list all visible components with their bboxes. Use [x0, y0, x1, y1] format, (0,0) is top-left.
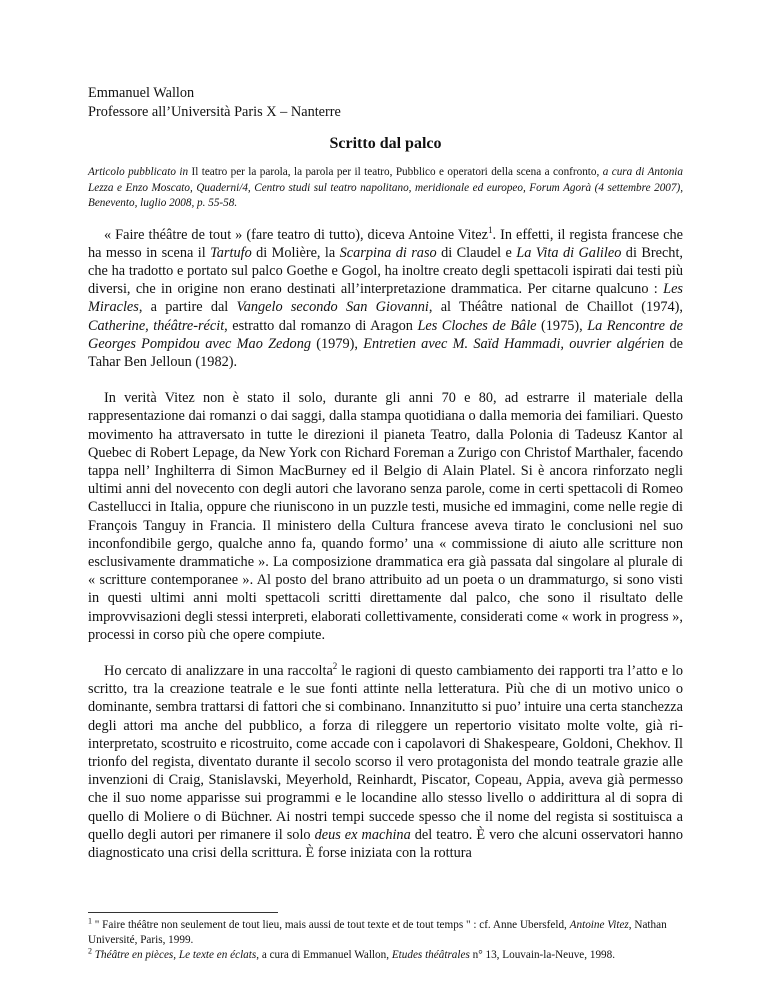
- text-span: , al Théâtre national de Chaillot (1974),: [428, 299, 683, 316]
- publication-note-details: a cura di Antonia Lezza e Enzo Moscato, Quaderni/4, Centro studi sul teatro napolitano, meridionale ed europeo, Forum Agorà (4 settembre 2007), Benevento, luglio 2008, p. 55-58.: [88, 166, 683, 209]
- work-title: Vangelo secondo San Giovanni: [236, 299, 429, 316]
- publication-note-intro: Articolo pubblicato in: [88, 166, 189, 178]
- footnote-2: [88, 948, 683, 963]
- paragraph-3: [88, 662, 683, 862]
- text-span: , estratto dal romanzo di Aragon: [224, 317, 418, 334]
- article-title: Scritto dal palco: [329, 135, 442, 152]
- text-span: « Faire théâtre de tout » (fare teatro di tutto), diceva Antoine Vitez: [104, 226, 488, 243]
- work-title: La Rencontre de Georges Pompidou avec Mao Zedong: [88, 317, 683, 352]
- text-span: , Nathan Université, Paris, 1999.: [88, 919, 667, 946]
- work-title: Scarpina di raso: [339, 244, 437, 261]
- text-span: (1979),: [311, 335, 364, 352]
- paragraph-2: In verità Vitez non è stato il solo, durante gli anni 70 e 80, ad estrarre il materiale della rappresentazione dai romanzi o dai saggi, dalla stampa quotidiana o dalla memoria dei familiari. Questo movimento ha attraversato in tutte le direzioni il pianeta Teatro, dalla Polonia di Tadeusz Kantor al Quebec di Robert Lepage, da New York con Richard Foreman a Zurigo con Christof Marthaler, facendo tappa nell’ Inghilterra di Simon MacBurney ed il Belgio di Alain Platel. Si è ancora rinforzato negli ultimi anni del novecento con degli autori che lavorano senza parole, come in certi spettacoli di Romeo Castellucci in Italia, oppure che riuniscono in un puzzle testi, musiche ed immagini, come nelle regie di François Tanguy in Francia. Il ministero della Cultura francese aveva tirato le conclusioni nel suo inconfondibile gergo, qualche anno fa, quando formo’ una « commissione di aiuto alle scritture non esclusivamente drammatiche ». La composizione drammatica era già passata dal singolare al plurale di « scritture contemporanee ». Al posto del brano attribuito ad un poeta o un drammaturgo, si sono visti in questi ultimi anni molti spettacoli scritti direttamente dal palco, che sono il risultato delle improvvisazioni degli stessi interpreti, elaborati collettivamente, considerati come « work in progress », processi in corso più che opere compiute.: [88, 390, 683, 643]
- text-span: del teatro. È vero che alcuni osservatori hanno diagnosticato una crisi della scrittura. È forse iniziata con la rottura: [88, 826, 683, 861]
- footnote-ref-1: 1: [488, 224, 493, 235]
- footnote-1: [88, 918, 683, 948]
- latin-phrase: deus ex machina: [314, 826, 411, 843]
- text-span: (1975),: [536, 317, 588, 334]
- text-span: , a cura di Emmanuel Wallon,: [256, 949, 392, 961]
- text-span: Ho cercato di analizzare in una raccolta: [104, 662, 333, 679]
- work-title: Etudes théâtrales: [391, 949, 470, 961]
- text-span: di Brecht, che ha tradotto e portato sul palco Goethe e Gogol, ha inoltre creato degli spettacoli ispirati dai testi più diversi, che in origine non erano destinati all’interpretazione drammatica. Per citarne qualcuno :: [88, 244, 684, 298]
- work-title: Tartufo: [210, 244, 252, 261]
- author-name: Emmanuel Wallon: [88, 85, 195, 101]
- work-title: Théâtre en pièces, Le texte en éclats: [94, 949, 257, 961]
- work-title: Antoine Vitez: [569, 919, 629, 931]
- publication-note: [88, 165, 683, 212]
- footnote-number-2: 2: [88, 946, 92, 956]
- publication-note-book-title: Il teatro per la parola, la parola per il teatro, Pubblico e operatori della scena a confronto,: [188, 166, 603, 178]
- text-span: di Claudel e: [436, 244, 517, 261]
- footnotes: [88, 918, 683, 963]
- text-span: " Faire théâtre non seulement de tout lieu, mais aussi de tout texte et de tout temps " : cf. Anne Ubersfeld,: [92, 919, 570, 931]
- work-title: Entretien avec M. Saïd Hammadi, ouvrier algérien: [363, 335, 665, 352]
- text-span: de Tahar Ben Jelloun (1982).: [88, 335, 684, 370]
- footnote-ref-2: 2: [332, 661, 338, 672]
- text-span: . In effetti, il regista francese che ha messo in scena il: [88, 226, 683, 261]
- footnote-divider: [88, 912, 278, 913]
- work-title: Les Miracles: [88, 281, 683, 316]
- footnote-number-1: 1: [88, 916, 92, 926]
- paragraph-1: [88, 226, 683, 372]
- author-affiliation: Professore all’Università Paris X – Nanterre: [88, 103, 341, 120]
- work-title: Les Cloches de Bâle: [417, 317, 537, 334]
- text-span: di Molière, la: [251, 244, 340, 261]
- text-span: le ragioni di questo cambiamento dei rapporti tra l’atto e lo scritto, tra la creazione teatrale e le sue fonti attinte nella letteratura. Più che di un motivo unico o dominante, sembra trattarsi di fattori che si combinano. Innanzitutto si puo’ intuire una certa stanchezza degli attori ma anche del pubblico, a forza di rileggere un repertorio visitato molte volte, già ri-interpretato, scostruito e ricostruito, come accade con i capolavori di Shakespeare, Goldoni, Chekhov. Il trionfo del regista, diventato durante il secolo scorso il vero protagonista del mondo teatrale grazie alle invenzioni di Craig, Stanislavski, Meyerhold, Reinhardt, Piscator, Copeau, Appia, aveva già permesso che il suo nome apparisse sui programmi e le locandine allo stesso livello o addirittura al di sopra di quello di Moliere o di Büchner. Ai nostri tempi succede spesso che il nome del regista si sostituisca a quello degli autori per rimanere il solo: [88, 662, 684, 843]
- text-span: , a partire dal: [138, 299, 237, 316]
- work-title: La Vita di Galileo: [516, 244, 622, 261]
- work-title: Catherine, théâtre-récit: [88, 317, 225, 334]
- document-page: [88, 84, 683, 862]
- text-span: n° 13, Louvain-la-Neuve, 1998.: [469, 949, 616, 961]
